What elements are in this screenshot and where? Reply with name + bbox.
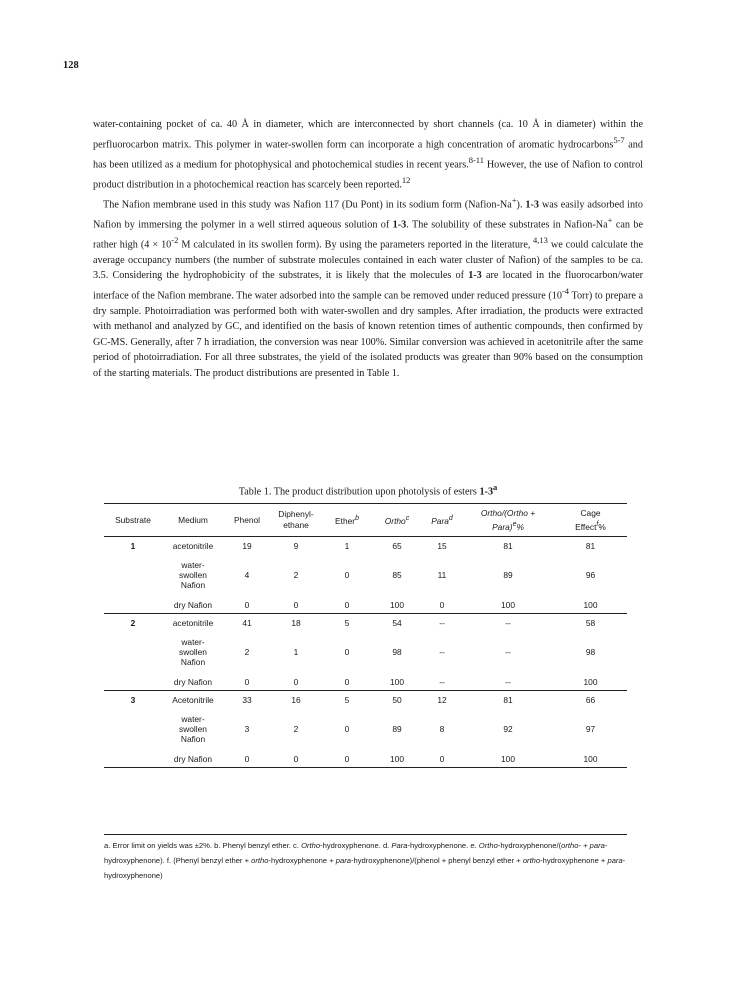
p1-ref-3: 12 — [401, 174, 411, 185]
cell-medium: Acetonitrile — [162, 691, 224, 709]
cell-ortho: 54 — [372, 614, 422, 632]
cell-ortho: 100 — [390, 676, 404, 687]
cell-para: 8 — [439, 724, 445, 734]
cell-ortho: 100 — [372, 750, 422, 768]
cell-para: -- — [439, 676, 445, 687]
p2-compound-3: 1-3 — [468, 270, 482, 282]
table-footnotes: a. Error limit on yields was ±2%. b. Phenyl benzyl ether. c. Ortho-hydroxyphenone. d. Para-hydroxyphenone. e. Ortho-hydroxyphenone/(ortho- + para-hydroxyphenone). f. (Phenyl benzyl ether + ortho-hydroxyphenone + para-hydroxyphenone)/(phenol + phenyl benzyl ether + ortho-hydroxyphenone + para-hydroxyphenone) — [104, 841, 626, 880]
cell-para: 11 — [437, 570, 447, 580]
p1-text-a: water-containing pocket of ca. 40 Å in diameter, which are interconnected by short channels (ca. 10 Å in diameter) within the perfluorocarbon matrix. This polymer in water-swollen form can incorporate a high concentration of aromatic hydrocarbons — [93, 119, 643, 150]
cell-ortho-ratio: 81 — [462, 691, 554, 709]
cell-ether: 0 — [344, 647, 350, 657]
p2-sup-exp-2: -4 — [561, 285, 570, 296]
cell-phenol: 0 — [244, 676, 250, 687]
header-substrate: Substrate — [115, 514, 151, 525]
cell-diphenylethane: 18 — [270, 614, 322, 632]
cell-medium: acetonitrile — [162, 614, 224, 632]
cell-phenol: 0 — [224, 750, 270, 768]
cell-medium: water- swollen Nafion — [179, 560, 207, 590]
cell-substrate — [104, 596, 162, 614]
p2-sup-plus-2: + — [607, 214, 613, 225]
body-text — [93, 117, 643, 382]
header-ortho: Ortho$^c$ — [384, 515, 410, 526]
table-row — [104, 673, 627, 691]
cell-substrate — [104, 750, 162, 768]
cell-ether: 5 — [322, 614, 372, 632]
cell-diphenylethane: 9 — [293, 540, 299, 551]
caption-compounds: 1-3 — [479, 486, 494, 498]
p2-compound-1: 1-3 — [525, 198, 540, 210]
cell-phenol: 0 — [244, 599, 250, 610]
cell-medium: water- swollen Nafion — [179, 714, 207, 744]
p2-text-g: we could calculate the average occupancy numbers (the number of substrate molecules contained in each water cluster of Nafion) of the samples to be ca. 3.5. Considering the hydrophobicity of the substrates, it is likely that the molecules of — [93, 238, 643, 282]
header-ortho-ratio: Ortho/(Ortho + Para)$^e$% — [480, 507, 536, 532]
cell-cage-effect: 98 — [585, 647, 596, 657]
cell-ether: 0 — [344, 570, 350, 580]
table-row — [104, 596, 627, 614]
cell-diphenylethane: 1 — [293, 647, 299, 657]
cell-phenol: 41 — [224, 614, 270, 632]
cell-medium: dry Nafion — [162, 750, 224, 768]
cell-cage-effect: 66 — [554, 691, 627, 709]
cell-phenol: 33 — [224, 691, 270, 709]
caption-text: Table 1. The product distribution upon photolysis of esters — [238, 486, 480, 498]
header-para: Para$^d$ — [431, 515, 453, 526]
product-distribution-table — [104, 503, 627, 768]
cell-diphenylethane: 0 — [293, 676, 299, 687]
cell-cage-effect: 100 — [583, 676, 598, 687]
cell-cage-effect: 96 — [585, 570, 596, 580]
cell-substrate — [104, 673, 162, 691]
cell-cage-effect: 100 — [554, 750, 627, 768]
cell-cage-effect: 58 — [554, 614, 627, 632]
p1-ref-1: 5-7 — [613, 134, 625, 145]
cell-ortho-ratio: 81 — [503, 540, 513, 551]
cell-diphenylethane: 2 — [293, 724, 299, 734]
cell-para: 0 — [422, 750, 462, 768]
table-caption — [93, 482, 643, 497]
cell-ortho: 98 — [392, 647, 402, 657]
paragraph-1 — [93, 117, 643, 193]
table-row — [104, 614, 627, 632]
table-row — [104, 537, 627, 555]
cell-phenol: 3 — [244, 724, 250, 734]
cell-medium: dry Nafion — [173, 599, 213, 610]
cell-ortho-ratio: 92 — [503, 724, 513, 734]
cell-phenol: 19 — [242, 540, 252, 551]
cell-diphenylethane: 0 — [270, 750, 322, 768]
table-row — [104, 691, 627, 709]
data-table — [104, 503, 627, 768]
cell-ortho-ratio: 100 — [462, 750, 554, 768]
cell-para: 12 — [422, 691, 462, 709]
p2-text-b: ). — [516, 198, 526, 210]
cell-substrate: 3 — [104, 691, 162, 709]
cell-phenol: 2 — [244, 647, 250, 657]
cell-para: -- — [422, 614, 462, 632]
header-cage-effect: Cage Effect$^f$% — [575, 507, 606, 532]
p2-text-c: was easily adsorbed into Nafion by immersing the polymer in a well stirred aqueous solution of — [93, 198, 643, 230]
p2-sup-exp: -2 — [171, 234, 179, 245]
cell-ortho-ratio: -- — [505, 647, 511, 657]
p2-text-h: are located in the fluorocarbon/water interface of the Nafion membrane. The water adsorbed into the sample can be removed under reduced pressure (10 — [93, 270, 643, 302]
cell-ether: 0 — [322, 750, 372, 768]
cell-ether: 0 — [344, 676, 350, 687]
cell-substrate: 1 — [130, 540, 136, 551]
table-row — [104, 554, 627, 596]
cell-ortho-ratio: 100 — [501, 599, 515, 610]
table-row — [104, 708, 627, 750]
cell-ortho: 50 — [372, 691, 422, 709]
cell-ortho-ratio: 89 — [503, 570, 513, 580]
p2-text-e: can be rather high (4 × 10 — [93, 218, 643, 250]
cell-substrate — [104, 554, 162, 596]
cell-cage-effect: 81 — [585, 540, 596, 551]
p2-sup-plus-1: + — [511, 194, 517, 205]
cell-para: -- — [439, 647, 445, 657]
table-header-row — [104, 504, 627, 537]
cell-medium: dry Nafion — [173, 676, 213, 687]
p2-text-i: Torr) to prepare a dry sample. Photoirradiation was performed both with water-swollen and dry samples. After irradiation, the products were extracted with methanol and analyzed by GC, and identified on the basis of known retention times of authentic compounds, then confirmed by GC-MS. Generally, after 7 h irradiation, the conversion was near 100%. Similar conversion was achieved in acetonitrile after the same period of photoirradiation. For all three substrates, the yield of the isolated products was greater than 90% based on the consumption of the starting materials. The product distributions are presented in Table 1. — [93, 290, 643, 380]
header-ether: Ether$^b$ — [335, 515, 359, 526]
cell-ortho-ratio: -- — [505, 676, 511, 687]
cell-diphenylethane: 16 — [270, 691, 322, 709]
p1-text-c: However, the use of Nafion to control product distribution in a photochemical reaction has scarcely been reported. — [93, 158, 643, 190]
cell-para: 0 — [439, 599, 445, 610]
cell-ether: 0 — [344, 599, 350, 610]
cell-medium: water- swollen Nafion — [179, 637, 207, 667]
cell-substrate — [104, 631, 162, 673]
cell-ether: 0 — [344, 724, 350, 734]
cell-ortho: 85 — [392, 570, 402, 580]
p1-text-b: and has been utilized as a medium for photophysical and photochemical studies in recent years. — [93, 138, 643, 170]
cell-substrate: 2 — [104, 614, 162, 632]
cell-substrate — [104, 708, 162, 750]
cell-medium: acetonitrile — [172, 540, 214, 551]
cell-diphenylethane: 0 — [293, 599, 299, 610]
p2-text-d: . The solubility of these substrates in Nafion-Na — [406, 218, 608, 230]
cell-ortho: 89 — [392, 724, 402, 734]
page-number: 128 — [63, 60, 79, 71]
header-phenol: Phenol — [233, 514, 261, 525]
cell-ortho-ratio: -- — [462, 614, 554, 632]
paragraph-2 — [93, 193, 643, 382]
p2-text-a: The Nafion membrane used in this study was Nafion 117 (Du Pont) in its sodium form (Nafion-Na — [103, 198, 512, 210]
caption-footnote-mark: a — [493, 482, 498, 492]
table-row — [104, 631, 627, 673]
cell-ether: 1 — [344, 540, 350, 551]
table-row — [104, 750, 627, 768]
footnote-divider — [104, 834, 627, 835]
cell-para: 15 — [437, 540, 447, 551]
cell-ortho: 65 — [392, 540, 402, 551]
cell-ortho: 100 — [390, 599, 404, 610]
cell-ether: 5 — [322, 691, 372, 709]
cell-cage-effect: 97 — [585, 724, 596, 734]
header-medium: Medium — [178, 514, 208, 525]
p2-ref: 4,13 — [530, 234, 548, 245]
p2-compound-2: 1-3 — [392, 218, 407, 230]
cell-cage-effect: 100 — [583, 599, 598, 610]
p2-text-f: M calculated in its swollen form). By using the parameters reported in the literature, — [178, 238, 531, 250]
header-diphenylethane: Diphenyl- ethane — [278, 509, 314, 530]
p1-ref-2: 8-11 — [468, 154, 484, 165]
cell-phenol: 4 — [244, 570, 250, 580]
cell-diphenylethane: 2 — [293, 570, 299, 580]
